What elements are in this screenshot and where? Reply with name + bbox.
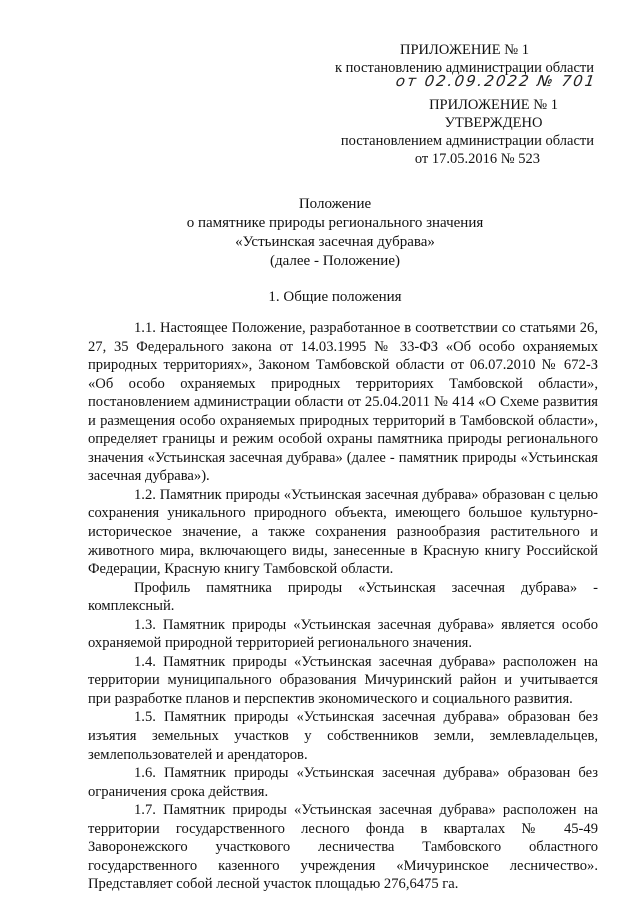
paragraph-1-5: 1.5. Памятник природы «Устьинская засечная дубрава» образован без изъятия земельных участков у собственников земли, землевладельцев, землепользователей и арендаторов. bbox=[88, 709, 598, 763]
paragraph-1-7: 1.7. Памятник природы «Устьинская засечная дубрава» расположен на территории государственного лесного фонда в кварталах № 45-49 Заворонежского участкового лесничества Тамбовского областного государственного казенного учреждения «Мичуринское лесничество». Представляет собой лесной участок площадью 276,6475 га. bbox=[88, 802, 598, 893]
approved-label: УТВЕРЖДЕНО bbox=[444, 115, 543, 131]
document-title bbox=[0, 195, 640, 271]
paragraph-1-6: 1.6. Памятник природы «Устьинская засечная дубрава» образован без ограничения срока действия. bbox=[88, 765, 598, 800]
approval-resolution-date: от 17.05.2016 № 523 bbox=[414, 151, 540, 167]
document-body bbox=[88, 319, 598, 894]
approval-resolution bbox=[341, 132, 594, 168]
paragraph-1-3: 1.3. Памятник природы «Устьинская засечная дубрава» является особо охраняемой природной территорией регионального значения. bbox=[88, 616, 598, 652]
title-line-4: (далее - Положение) bbox=[270, 253, 400, 269]
title-line-3: «Устьинская засечная дубрава» bbox=[235, 234, 435, 250]
approval-resolution-text: постановлением администрации области bbox=[340, 133, 594, 149]
section-heading: 1. Общие положения bbox=[268, 289, 402, 305]
paragraph-profile: Профиль памятника природы «Устьинская засечная дубрава» - комплексный. bbox=[88, 579, 598, 615]
paragraph-1-1: 1.1. Настоящее Положение, разработанное в соответствии со статьями 26, 27, 35 Федерального закона от 14.03.1995 № 33-ФЗ «Об особо охраняемых природных территориях», Законом Тамбовской области от 06.07.2010 № 672-З «Об особо охраняемых природных территориях Тамбовской области», постановлением администрации области от 25.04.2011 № 414 «О Схеме развития и размещения особо охраняемых природных территорий в Тамбовской области», определяет границы и режим особой охраны памятника природы регионального значения «Устьинская засечная дубрава» (далее - памятник природы «Устьинская засечная дубрава»). bbox=[88, 320, 598, 485]
appendix-number-original: ПРИЛОЖЕНИЕ № 1 bbox=[429, 97, 558, 113]
title-line-2: о памятнике природы регионального значения bbox=[186, 215, 484, 231]
paragraph-1-4: 1.4. Памятник природы «Устьинская засечная дубрава» расположен на территории муниципального образования Мичуринский район и учитывается при разработке планов и перспектив экономического и социального развития. bbox=[88, 653, 598, 707]
approval-header bbox=[429, 96, 558, 132]
handwritten-date-number: от 02.09.2022 № 701 bbox=[394, 72, 598, 90]
resolution-reference: к постановлению администрации области bbox=[334, 60, 594, 76]
title-line-1: Положение bbox=[298, 196, 372, 212]
appendix-number: ПРИЛОЖЕНИЕ № 1 bbox=[400, 42, 529, 58]
paragraph-1-2: 1.2. Памятник природы «Устьинская засечная дубрава» образован с целью сохранения уникального природного объекта, имеющего большое культурно-историческое значение, а также сохранения разнообразия растительного и животного мира, включающего виды, занесенные в Красную книгу Российской Федерации, Красную книгу Тамбовской области. bbox=[88, 486, 598, 578]
